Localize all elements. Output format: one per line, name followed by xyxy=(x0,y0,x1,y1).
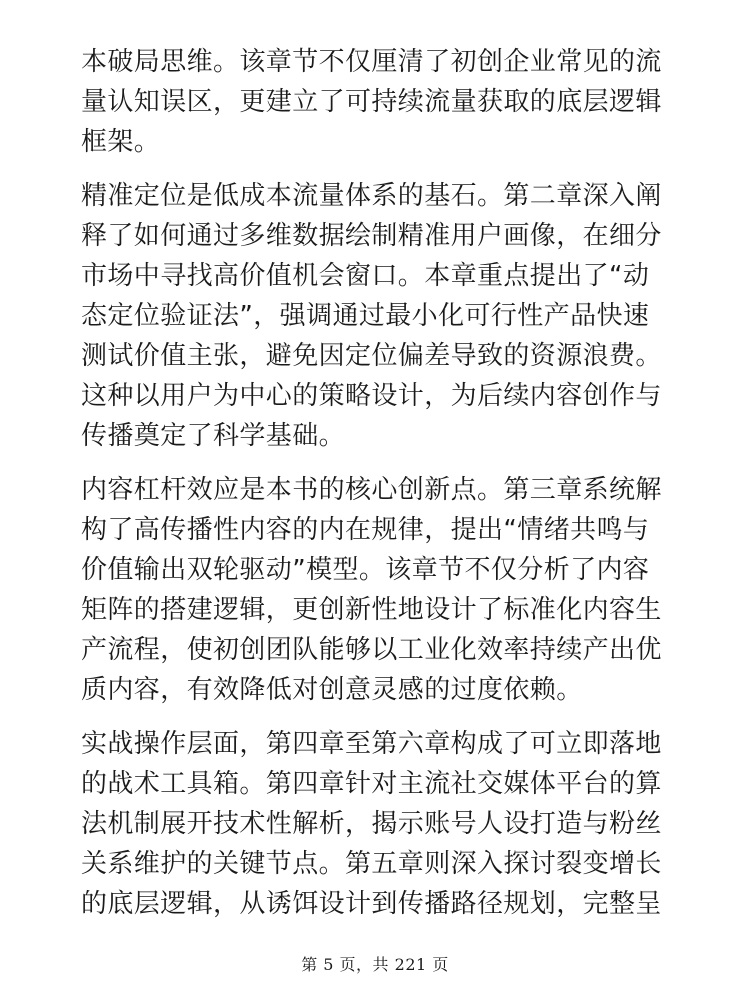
text-line: 传播奠定了科学基础。 xyxy=(81,421,346,451)
paragraph-4 xyxy=(81,724,681,924)
text-line: 矩阵的搭建逻辑，更创新性地设计了标准化内容生 xyxy=(81,595,662,625)
paragraph-3 xyxy=(81,470,681,710)
text-line: 框架。 xyxy=(81,127,161,157)
text-line: 产流程，使初创团队能够以工业化效率持续产出优 xyxy=(81,635,662,665)
text-line: 这种以用户为中心的策略设计，为后续内容创作与 xyxy=(81,381,662,411)
paragraph-2 xyxy=(81,176,681,456)
text-line: 本破局思维。该章节不仅厘清了初创企业常见的流 xyxy=(81,47,662,77)
text-line: 量认知误区，更建立了可持续流量获取的底层逻辑 xyxy=(81,87,662,117)
page-number-footer: 第 5 页，共 221 页 xyxy=(301,955,449,974)
text-line: 法机制展开技术性解析，揭示账号人设打造与粉丝 xyxy=(81,809,662,839)
text-line: 市场中寻找高价值机会窗口。本章重点提出了“动 xyxy=(81,261,650,291)
text-line: 精准定位是低成本流量体系的基石。第二章深入阐 xyxy=(81,181,662,211)
text-line: 的底层逻辑，从诱饵设计到传播路径规划，完整呈 xyxy=(81,889,662,919)
text-line: 的战术工具箱。第四章针对主流社交媒体平台的算 xyxy=(81,769,662,799)
text-line: 价值输出双轮驱动”模型。该章节不仅分析了内容 xyxy=(81,555,650,585)
document-body xyxy=(81,42,681,938)
paragraph-1 xyxy=(81,42,681,162)
text-line: 释了如何通过多维数据绘制精准用户画像，在细分 xyxy=(81,221,662,251)
text-line: 测试价值主张，避免因定位偏差导致的资源浪费。 xyxy=(81,341,662,371)
text-line: 质内容，有效降低对创意灵感的过度依赖。 xyxy=(81,675,583,705)
text-line: 态定位验证法”，强调通过最小化可行性产品快速 xyxy=(81,301,650,331)
text-line: 实战操作层面，第四章至第六章构成了可立即落地 xyxy=(81,729,662,759)
text-line: 关系维护的关键节点。第五章则深入探讨裂变增长 xyxy=(81,849,662,879)
text-line: 构了高传播性内容的内在规律，提出“情绪共鸣与 xyxy=(81,515,650,545)
text-line: 内容杠杆效应是本书的核心创新点。第三章系统解 xyxy=(81,475,662,505)
